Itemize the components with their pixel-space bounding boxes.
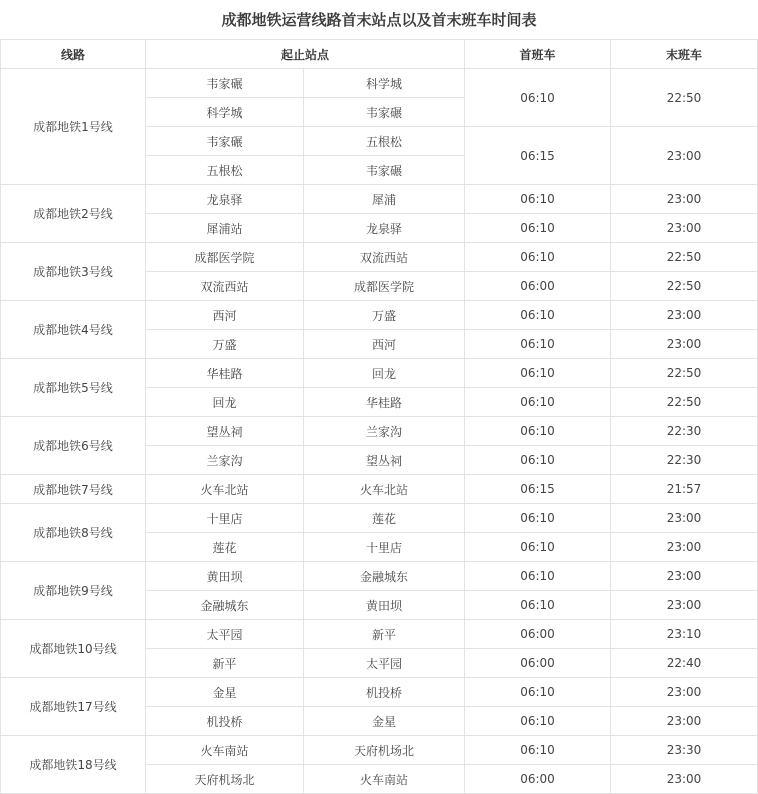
line-name-cell: 成都地铁1号线: [1, 69, 146, 185]
first-train-time-cell: 06:00: [465, 272, 611, 301]
terminal-station-cell: 双流西站: [304, 243, 465, 272]
origin-station-cell: 回龙: [146, 388, 304, 417]
first-train-time-cell: 06:15: [465, 475, 611, 504]
terminal-station-cell: 五根松: [304, 127, 465, 156]
line-name-cell: 成都地铁6号线: [1, 417, 146, 475]
table-row: [1, 185, 758, 214]
page-title: 成都地铁运营线路首末站点以及首末班车时间表: [221, 11, 537, 29]
origin-station-cell: 十里店: [146, 504, 304, 533]
last-train-time-cell: 23:00: [611, 504, 758, 533]
origin-station-cell: 火车北站: [146, 475, 304, 504]
terminal-station-cell: 火车北站: [304, 475, 465, 504]
origin-station-cell: 五根松: [146, 156, 304, 185]
origin-station-cell: 莲花: [146, 533, 304, 562]
origin-station-cell: 机投桥: [146, 707, 304, 736]
first-train-time-cell: 06:00: [465, 765, 611, 794]
line-name-cell: 成都地铁3号线: [1, 243, 146, 301]
origin-station-cell: 火车南站: [146, 736, 304, 765]
table-row: [1, 475, 758, 504]
terminal-station-cell: 金融城东: [304, 562, 465, 591]
terminal-station-cell: 成都医学院: [304, 272, 465, 301]
last-train-time-cell: 22:50: [611, 272, 758, 301]
last-train-time-cell: 22:50: [611, 388, 758, 417]
table-row: [1, 678, 758, 707]
origin-station-cell: 犀浦站: [146, 214, 304, 243]
terminal-station-cell: 西河: [304, 330, 465, 359]
table-row: [1, 504, 758, 533]
first-train-time-cell: 06:10: [465, 301, 611, 330]
origin-station-cell: 科学城: [146, 98, 304, 127]
last-train-time-cell: 23:00: [611, 330, 758, 359]
last-train-time-cell: 23:00: [611, 707, 758, 736]
first-train-time-cell: 06:10: [465, 243, 611, 272]
table-row: [1, 417, 758, 446]
terminal-station-cell: 机投桥: [304, 678, 465, 707]
first-train-time-cell: 06:10: [465, 185, 611, 214]
terminal-station-cell: 新平: [304, 620, 465, 649]
origin-station-cell: 新平: [146, 649, 304, 678]
terminal-station-cell: 万盛: [304, 301, 465, 330]
schedule-table: [0, 39, 758, 794]
last-train-time-cell: 23:00: [611, 678, 758, 707]
last-train-time-cell: 22:40: [611, 649, 758, 678]
header-first-train: 首班车: [465, 40, 611, 69]
last-train-time-cell: 21:57: [611, 475, 758, 504]
terminal-station-cell: 韦家碾: [304, 98, 465, 127]
terminal-station-cell: 兰家沟: [304, 417, 465, 446]
first-train-time-cell: 06:10: [465, 388, 611, 417]
first-train-time-cell: 06:15: [465, 127, 611, 185]
header-row: [1, 40, 758, 69]
origin-station-cell: 成都医学院: [146, 243, 304, 272]
table-row: [1, 301, 758, 330]
origin-station-cell: 太平园: [146, 620, 304, 649]
origin-station-cell: 望丛祠: [146, 417, 304, 446]
first-train-time-cell: 06:10: [465, 69, 611, 127]
table-row: [1, 359, 758, 388]
header-last-train: 末班车: [611, 40, 758, 69]
first-train-time-cell: 06:10: [465, 359, 611, 388]
terminal-station-cell: 天府机场北: [304, 736, 465, 765]
terminal-station-cell: 犀浦: [304, 185, 465, 214]
terminal-station-cell: 韦家碾: [304, 156, 465, 185]
first-train-time-cell: 06:10: [465, 562, 611, 591]
terminal-station-cell: 龙泉驿: [304, 214, 465, 243]
last-train-time-cell: 23:00: [611, 591, 758, 620]
origin-station-cell: 金融城东: [146, 591, 304, 620]
table-row: [1, 736, 758, 765]
origin-station-cell: 黄田坝: [146, 562, 304, 591]
terminal-station-cell: 十里店: [304, 533, 465, 562]
first-train-time-cell: 06:10: [465, 504, 611, 533]
last-train-time-cell: 23:00: [611, 562, 758, 591]
line-name-cell: 成都地铁5号线: [1, 359, 146, 417]
last-train-time-cell: 22:30: [611, 417, 758, 446]
last-train-time-cell: 23:00: [611, 301, 758, 330]
last-train-time-cell: 23:10: [611, 620, 758, 649]
origin-station-cell: 华桂路: [146, 359, 304, 388]
origin-station-cell: 龙泉驿: [146, 185, 304, 214]
first-train-time-cell: 06:00: [465, 649, 611, 678]
line-name-cell: 成都地铁2号线: [1, 185, 146, 243]
line-name-cell: 成都地铁4号线: [1, 301, 146, 359]
line-name-cell: 成都地铁9号线: [1, 562, 146, 620]
terminal-station-cell: 望丛祠: [304, 446, 465, 475]
first-train-time-cell: 06:10: [465, 591, 611, 620]
first-train-time-cell: 06:10: [465, 736, 611, 765]
terminal-station-cell: 华桂路: [304, 388, 465, 417]
header-line: 线路: [1, 40, 146, 69]
line-name-cell: 成都地铁10号线: [1, 620, 146, 678]
last-train-time-cell: 23:00: [611, 127, 758, 185]
origin-station-cell: 韦家碾: [146, 69, 304, 98]
first-train-time-cell: 06:10: [465, 707, 611, 736]
origin-station-cell: 西河: [146, 301, 304, 330]
last-train-time-cell: 22:30: [611, 446, 758, 475]
table-row: [1, 620, 758, 649]
last-train-time-cell: 23:00: [611, 185, 758, 214]
first-train-time-cell: 06:10: [465, 446, 611, 475]
last-train-time-cell: 22:50: [611, 69, 758, 127]
last-train-time-cell: 22:50: [611, 359, 758, 388]
last-train-time-cell: 23:30: [611, 736, 758, 765]
first-train-time-cell: 06:10: [465, 533, 611, 562]
table-row: [1, 69, 758, 98]
first-train-time-cell: 06:10: [465, 678, 611, 707]
schedule-body: [1, 69, 758, 794]
first-train-time-cell: 06:10: [465, 214, 611, 243]
header-stations: 起止站点: [146, 40, 465, 69]
origin-station-cell: 韦家碾: [146, 127, 304, 156]
last-train-time-cell: 23:00: [611, 765, 758, 794]
terminal-station-cell: 回龙: [304, 359, 465, 388]
line-name-cell: 成都地铁17号线: [1, 678, 146, 736]
origin-station-cell: 天府机场北: [146, 765, 304, 794]
origin-station-cell: 金星: [146, 678, 304, 707]
terminal-station-cell: 科学城: [304, 69, 465, 98]
last-train-time-cell: 22:50: [611, 243, 758, 272]
terminal-station-cell: 太平园: [304, 649, 465, 678]
first-train-time-cell: 06:10: [465, 330, 611, 359]
line-name-cell: 成都地铁7号线: [1, 475, 146, 504]
line-name-cell: 成都地铁8号线: [1, 504, 146, 562]
last-train-time-cell: 23:00: [611, 214, 758, 243]
last-train-time-cell: 23:00: [611, 533, 758, 562]
first-train-time-cell: 06:10: [465, 417, 611, 446]
first-train-time-cell: 06:00: [465, 620, 611, 649]
line-name-cell: 成都地铁18号线: [1, 736, 146, 794]
terminal-station-cell: 莲花: [304, 504, 465, 533]
terminal-station-cell: 火车南站: [304, 765, 465, 794]
origin-station-cell: 双流西站: [146, 272, 304, 301]
table-row: [1, 243, 758, 272]
terminal-station-cell: 黄田坝: [304, 591, 465, 620]
origin-station-cell: 万盛: [146, 330, 304, 359]
origin-station-cell: 兰家沟: [146, 446, 304, 475]
terminal-station-cell: 金星: [304, 707, 465, 736]
table-row: [1, 562, 758, 591]
